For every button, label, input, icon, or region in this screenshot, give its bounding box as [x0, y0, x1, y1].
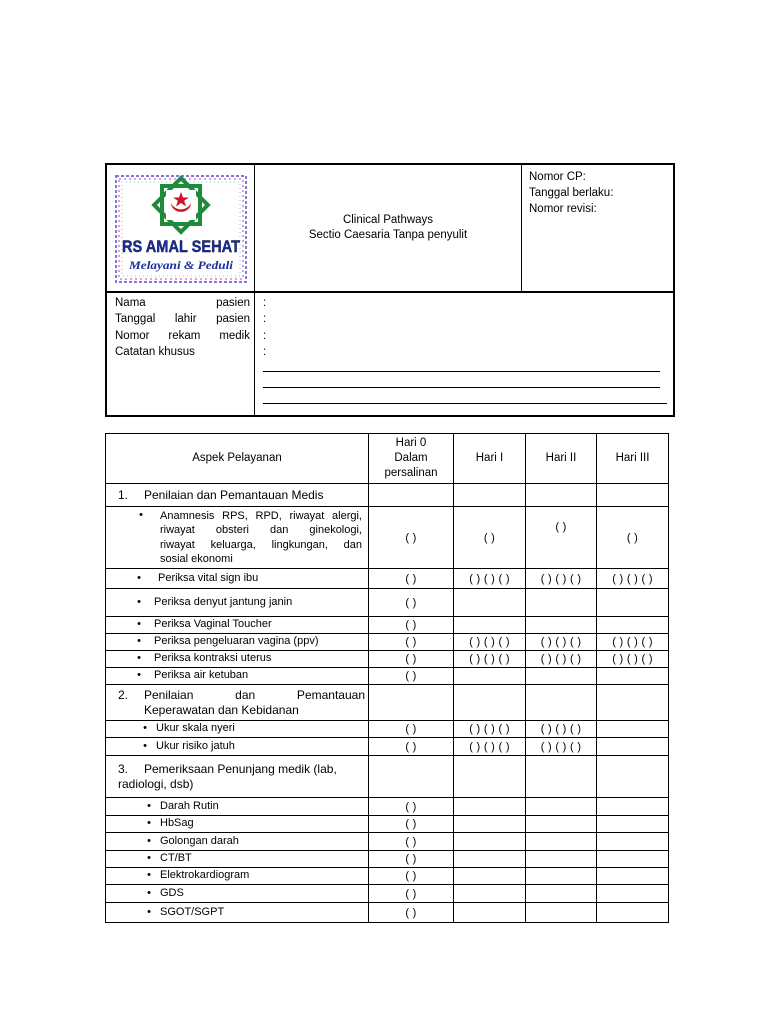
golongan-darah-label: Golongan darah [160, 834, 239, 847]
anamnesis-hari-0-checkbox[interactable]: ( ) [369, 507, 454, 569]
bullet-icon: • [137, 635, 141, 648]
table-row [106, 798, 669, 816]
logo-name: RS AMAL SEHAT [122, 237, 241, 256]
clinical-pathway-table [105, 433, 669, 923]
kontraksi-hari-1-checkbox[interactable]: ( ) ( ) ( ) [454, 651, 526, 668]
table-row [106, 651, 669, 668]
bullet-icon: • [143, 722, 147, 735]
document-meta-cell [522, 165, 673, 291]
header-hari-0 [369, 434, 454, 484]
catatan-khusus-label: Catatan khusus [115, 345, 195, 358]
bullet-icon: • [143, 739, 147, 752]
catatan-line-1 [263, 371, 660, 372]
table-row [106, 589, 669, 617]
tanggal-lahir-colon: : [263, 313, 267, 326]
header-hari-0-line2: Dalam [394, 452, 428, 464]
nyeri-hari-2-checkbox[interactable]: ( ) ( ) ( ) [526, 721, 597, 738]
elektrokardiogram-label: Elektrokardiogram [160, 869, 250, 882]
anamnesis-label-4: sosial ekonomi [160, 553, 233, 565]
table-row [106, 851, 669, 868]
gds-hari-0-checkbox[interactable]: ( ) [369, 885, 454, 903]
section-1-label: 1. Penilaian dan Pemantauan Medis [106, 484, 369, 507]
vital-hari-3-checkbox[interactable]: ( ) ( ) ( ) [597, 569, 669, 589]
bullet-icon: • [137, 652, 141, 665]
nama-pasien-label: Nama pasien [115, 297, 250, 309]
tanggal-lahir-label: Tanggal lahir pasien [115, 313, 250, 326]
nomor-cp-label: Nomor CP: [529, 171, 586, 183]
jatuh-hari-1-checkbox[interactable]: ( ) ( ) ( ) [454, 738, 526, 756]
djj-label: Periksa denyut jantung janin [154, 595, 293, 608]
ppv-hari-3-checkbox[interactable]: ( ) ( ) ( ) [597, 634, 669, 651]
nyeri-hari-1-checkbox[interactable]: ( ) ( ) ( ) [454, 721, 526, 738]
risiko-jatuh-label: Ukur risiko jatuh [156, 739, 235, 752]
ketuban-hari-0-checkbox[interactable]: ( ) [369, 668, 454, 685]
anamnesis-hari-2-checkbox[interactable]: ( ) [526, 507, 597, 569]
bullet-icon: • [147, 852, 151, 865]
catatan-khusus-colon: : [263, 345, 267, 358]
skala-nyeri-label: Ukur skala nyeri [156, 722, 235, 735]
sgot-sgpt-label: SGOT/SGPT [160, 905, 225, 918]
table-row [106, 634, 669, 651]
gds-label: GDS [160, 886, 184, 899]
bullet-icon: • [147, 886, 151, 899]
anamnesis-label-2: riwayat obsteri dan ginekologi, [160, 524, 362, 536]
document-title-cell [255, 165, 522, 291]
ctbt-hari-0-checkbox[interactable]: ( ) [369, 851, 454, 868]
star-emblem-icon [154, 178, 208, 232]
kontraksi-hari-2-checkbox[interactable]: ( ) ( ) ( ) [526, 651, 597, 668]
kontraksi-hari-3-checkbox[interactable]: ( ) ( ) ( ) [597, 651, 669, 668]
anamnesis-hari-3-checkbox[interactable]: ( ) [597, 507, 669, 569]
nama-pasien-colon: : [263, 297, 267, 309]
darah-rutin-label: Darah Rutin [160, 799, 219, 812]
vaginal-toucher-label: Periksa Vaginal Toucher [154, 618, 272, 631]
section-row [106, 756, 669, 798]
hbsag-label: HbSag [160, 817, 194, 830]
anamnesis-label-1: Anamnesis RPS, RPD, riwayat alergi, [160, 509, 362, 522]
ppv-hari-1-checkbox[interactable]: ( ) ( ) ( ) [454, 634, 526, 651]
nyeri-hari-0-checkbox[interactable]: ( ) [369, 721, 454, 738]
table-row [106, 668, 669, 685]
bullet-icon: • [147, 817, 151, 830]
bullet-icon: • [137, 571, 141, 584]
header-hari-0-line1: Hari 0 [395, 437, 427, 449]
table-row [106, 617, 669, 634]
air-ketuban-label: Periksa air ketuban [154, 669, 249, 682]
jatuh-hari-2-checkbox[interactable]: ( ) ( ) ( ) [526, 738, 597, 756]
bullet-icon: • [139, 509, 143, 521]
bullet-icon: • [137, 618, 141, 631]
table-header-row [106, 434, 669, 484]
vital-hari-0-checkbox[interactable]: ( ) [369, 569, 454, 589]
patient-values [255, 293, 673, 415]
patient-labels [107, 293, 255, 415]
anamnesis-hari-1-checkbox[interactable]: ( ) [454, 507, 526, 569]
djj-hari-0-checkbox[interactable]: ( ) [369, 589, 454, 617]
header-aspek-pelayanan: Aspek Pelayanan [106, 434, 369, 484]
kontraksi-hari-0-checkbox[interactable]: ( ) [369, 651, 454, 668]
table-row [106, 816, 669, 833]
tanggal-berlaku-label: Tanggal berlaku: [529, 187, 614, 199]
bullet-icon: • [137, 669, 141, 682]
vt-hari-0-checkbox[interactable]: ( ) [369, 617, 454, 634]
ppv-label: Periksa pengeluaran vagina (ppv) [154, 635, 319, 648]
bullet-icon: • [137, 595, 141, 608]
document-title: Clinical Pathways [342, 214, 434, 226]
table-row [106, 569, 669, 589]
logo-cell [107, 165, 255, 291]
hbsag-hari-0-checkbox[interactable]: ( ) [369, 816, 454, 833]
header-hari-1: Hari I [454, 434, 526, 484]
vital-hari-2-checkbox[interactable]: ( ) ( ) ( ) [526, 569, 597, 589]
bullet-icon: • [147, 905, 151, 918]
bullet-icon: • [147, 799, 151, 812]
bullet-icon: • [147, 869, 151, 882]
darah-hari-0-checkbox[interactable]: ( ) [369, 798, 454, 816]
anamnesis-label-3: riwayat keluarga, lingkungan, dan [160, 538, 362, 551]
kontraksi-label: Periksa kontraksi uterus [154, 652, 272, 665]
section-row [106, 685, 669, 721]
nomor-rekam-medik-label: Nomor rekam medik [115, 329, 250, 342]
table-row [106, 833, 669, 851]
ppv-hari-0-checkbox[interactable]: ( ) [369, 634, 454, 651]
catatan-line-2 [263, 387, 660, 388]
ppv-hari-2-checkbox[interactable]: ( ) ( ) ( ) [526, 634, 597, 651]
vital-sign-label: Periksa vital sign ibu [158, 571, 259, 584]
ct-bt-label: CT/BT [160, 852, 192, 865]
table-row [106, 868, 669, 885]
section-row [106, 484, 669, 507]
header-hari-3: Hari III [597, 434, 669, 484]
jatuh-hari-0-checkbox[interactable]: ( ) [369, 738, 454, 756]
table-row [106, 885, 669, 903]
table-row [106, 903, 669, 923]
sgot-hari-0-checkbox[interactable]: ( ) [369, 903, 454, 923]
nomor-revisi-label: Nomor revisi: [529, 203, 597, 215]
bullet-icon: • [147, 834, 151, 847]
header-hari-2: Hari II [526, 434, 597, 484]
header-hari-0-line3: persalinan [384, 467, 438, 479]
table-row [106, 738, 669, 756]
header-box [105, 163, 675, 417]
goldar-hari-0-checkbox[interactable]: ( ) [369, 833, 454, 851]
catatan-line-3 [263, 403, 667, 404]
nomor-rekam-medik-colon: : [263, 329, 267, 342]
vital-hari-1-checkbox[interactable]: ( ) ( ) ( ) [454, 569, 526, 589]
logo-tagline: Melayani & Peduli [127, 258, 234, 272]
table-row [106, 721, 669, 738]
ekg-hari-0-checkbox[interactable]: ( ) [369, 868, 454, 885]
section-3-label: 3. Pemeriksaan Penunjang medik (lab, radiologi, dsb) [106, 756, 369, 798]
hospital-logo [115, 175, 247, 283]
table-row [106, 507, 669, 569]
section-2-label: 2. Penilaian dan Pemantauan Keperawatan dan Kebidanan [106, 685, 369, 721]
document-subtitle: Sectio Caesaria Tanpa penyulit [308, 229, 468, 241]
